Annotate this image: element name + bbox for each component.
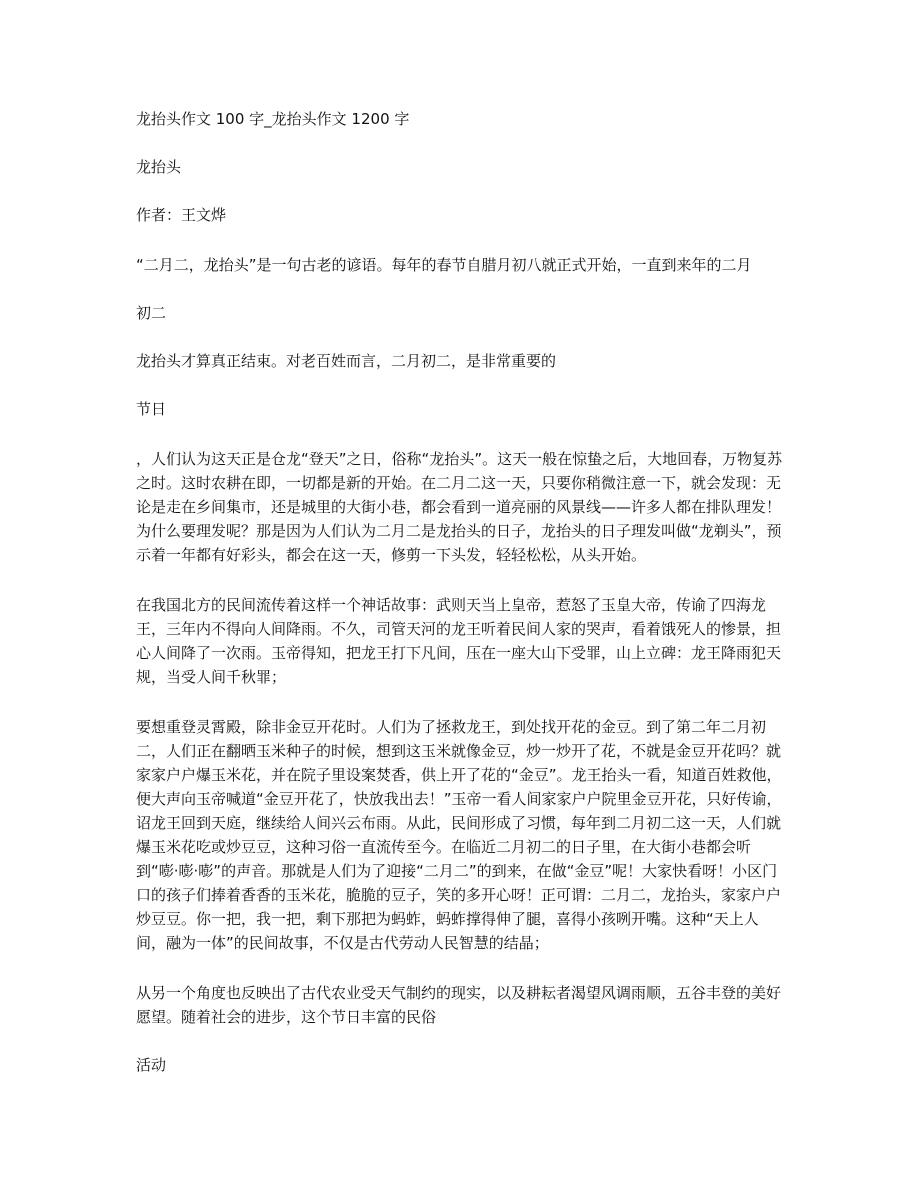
paragraph-1: “二月二，龙抬头”是一句古老的谚语。每年的春节自腊月初八就正式开始，一直到来年的二月 bbox=[136, 256, 752, 274]
document-content bbox=[136, 109, 784, 1103]
document-author: 作者：王文烨 bbox=[136, 206, 227, 224]
paragraph-4: 节日 bbox=[136, 400, 167, 418]
document-subtitle: 龙抬头 bbox=[136, 158, 182, 176]
paragraph-8: 从另一个角度也反映出了古代农业受天气制约的现实，以及耕耘者渴望风调雨顺，五谷丰登的美好愿望。随着社会的进步，这个节日丰富的民俗 bbox=[136, 984, 782, 1026]
paragraph-7: 要想重登灵霄殿，除非金豆开花时。人们为了拯救龙王，到处找开花的金豆。到了第二年二月初二，人们正在翻晒玉米种子的时候，想到这玉米就像金豆，炒一炒开了花，不就是金豆开花吗？就家家户户爆玉米花，并在院子里设案焚香，供上开了花的“金豆”。龙王抬头一看，知道百姓救他，便大声向玉帝喊道“金豆开花了，快放我出去！”玉帝一看人间家家户户院里金豆开花，只好传谕，诏龙王回到天庭，继续给人间兴云布雨。从此，民间形成了习惯，每年到二月初二这一天，人们就爆玉米花吃或炒豆豆，这种习俗一直流传至今。在临近二月初二的日子里，在大街小巷都会听到“嘭·嘭·嘭”的声音。那就是人们为了迎接“二月二”的到来，在做“金豆”呢！大家快看呀！小区门口的孩子们捧着香香的玉米花，脆脆的豆子，笑的多开心呀！正可谓：二月二，龙抬头，家家户户炒豆豆。你一把，我一把，剩下那把为蚂蚱，蚂蚱撑得伸了腿，喜得小孩咧开嘴。这种“天上人间，融为一体”的民间故事，不仅是古代劳动人民智慧的结晶； bbox=[136, 718, 782, 952]
document-title: 龙抬头作文 100 字_龙抬头作文 1200 字 bbox=[136, 110, 410, 128]
paragraph-6: 在我国北方的民间流传着这样一个神话故事：武则天当上皇帝，惹怒了玉皇大帝，传谕了四海龙王，三年内不得向人间降雨。不久，司管天河的龙王听着民间人家的哭声，看着饿死人的惨景，担心人间降了一次雨。玉帝得知，把龙王打下凡间，压在一座大山下受罪，山上立碑：龙王降雨犯天规，当受人间千秋罪； bbox=[136, 596, 782, 686]
paragraph-9: 活动 bbox=[136, 1056, 167, 1074]
paragraph-3: 龙抬头才算真正结束。对老百姓而言，二月初二，是非常重要的 bbox=[136, 352, 557, 370]
paragraph-5: ，人们认为这天正是仓龙“登天”之日，俗称“龙抬头”。这天一般在惊蛰之后，大地回春，万物复苏之时。这时农耕在即，一切都是新的开始。在二月二这一天，只要你稍微注意一下，就会发现：无论是走在乡间集市，还是城里的大街小巷，都会看到一道亮丽的风景线——许多人都在排队理发！为什么要理发呢？那是因为人们认为二月二是龙抬头的日子，龙抬头的日子理发叫做“龙剃头”，预示着一年都有好彩头，都会在这一天，修剪一下头发，轻轻松松，从头开始。 bbox=[136, 450, 783, 564]
paragraph-2: 初二 bbox=[136, 304, 167, 322]
